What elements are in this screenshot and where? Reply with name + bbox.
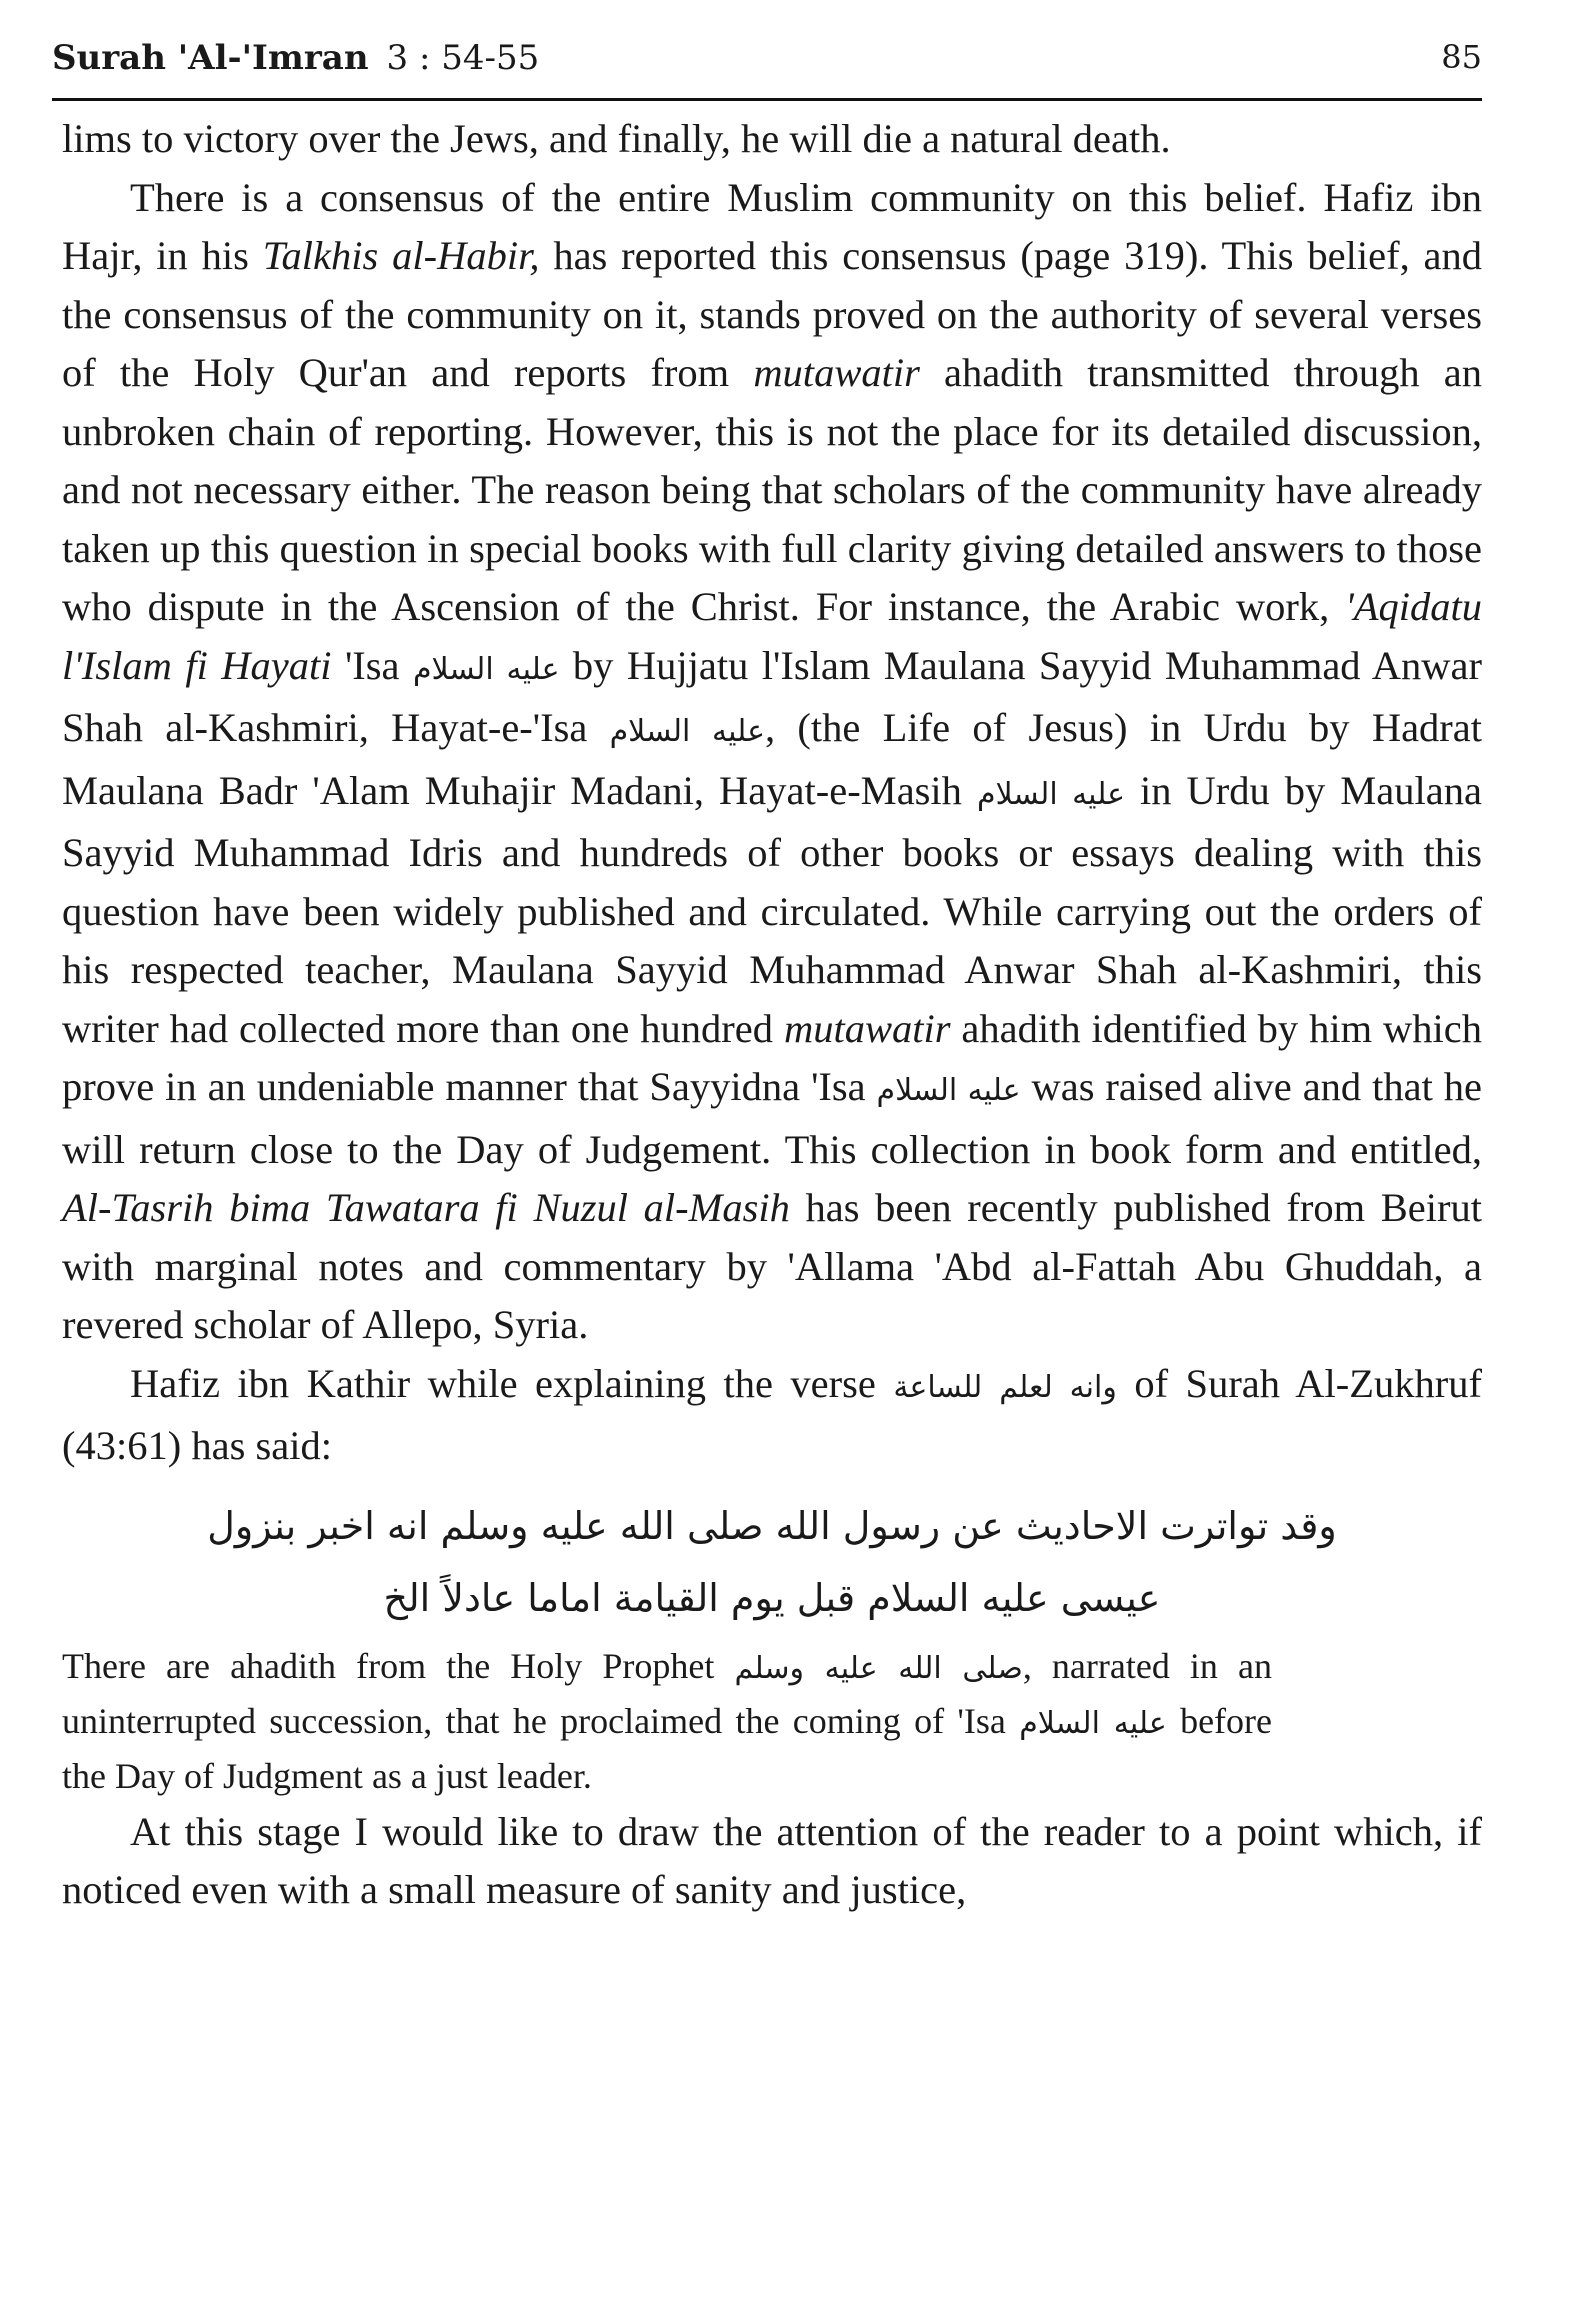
paragraph-consensus: There is a consensus of the entire Muslim community on this belief. Hafiz ibn Hajr, in his Talkhis al-Habir, has reported this consensus (page 319). This belief, and the consensus of the community on it, stands proved on the authority of several verses of the Holy Qur'an and reports from mutawatir ahadith transmitted through an unbroken chain of reporting. However, this is not the place for its detailed discussion, and not necessary either. The reason being that scholars of the community have already taken up this question in special books with full clarity giving detailed answers to those who dispute in the Ascension of the Christ. For instance, the Arabic work, 'Aqidatu l'Islam fi Hayati 'Isa عليه السلام by Hujjatu l'Islam Maulana Sayyid Muhammad Anwar Shah al-Kashmiri, Hayat-e-'Isa عليه السلام, (the Life of Jesus) in Urdu by Hadrat Maulana Badr 'Alam Muhajir Madani, Hayat-e-Masih عليه السلام in Urdu by Maulana Sayyid Muhammad Idris and hundreds of other books or essays dealing with this question have been widely published and circulated. While carrying out the orders of his respected teacher, Maulana Sayyid Muhammad Anwar Shah al-Kashmiri, this writer had collected more than one hundred mutawatir ahadith identified by him which prove in an undeniable manner that Sayyidna 'Isa عليه السلام was raised alive and that he will return close to the Day of Judgement. This collection in book form and entitled, Al-Tasrih bima Tawatara fi Nuzul al-Masih has been recently published from Beirut with marginal notes and commentary by 'Allama 'Abd al-Fattah Abu Ghuddah, a revered scholar of Allepo, Syria.: [62, 174, 1483, 1347]
honorific-arabic: عليه السلام: [1019, 1705, 1167, 1741]
honorific-arabic: عليه السلام: [876, 1073, 1021, 1108]
surah-title: [52, 38, 539, 78]
honorific-arabic: عليه السلام: [412, 651, 560, 687]
verse-arabic: وانه لعلم للساعة: [893, 1369, 1117, 1405]
main-text: [62, 110, 1482, 1920]
paragraph-attention: At this stage I would like to draw the attention of the reader to a point which, if noticed even with a small measure of sanity and justice,: [62, 1808, 1482, 1912]
page-number: 85: [1441, 38, 1482, 76]
honorific-arabic: صلى الله عليه وسلم: [734, 1650, 1023, 1686]
term-mutawatir: mutawatir: [783, 1005, 951, 1051]
paragraph-ibn-kathir: Hafiz ibn Kathir while explaining the verse وانه لعلم للساعة of Surah Al-Zukhruf (43:61) has said:: [62, 1360, 1482, 1468]
arabic-line-1: وقد تواترت الاحاديث عن رسول الله صلى الله عليه وسلم انه اخبر بنزول: [207, 1503, 1337, 1548]
paragraph-continued: lims to victory over the Jews, and finally, he will die a natural death.: [62, 116, 1171, 161]
header-rule: [52, 98, 1482, 101]
quotation-translation: There are ahadith from the Holy Prophet صلى الله عليه وسلم, narrated in an uninterrupted succession, that he proclaimed the coming of 'Isa عليه السلام before the Day of Judgment as a just leader.: [62, 1645, 1273, 1796]
surah-title-text: Surah 'Al-'Imran: [52, 38, 369, 78]
honorific-arabic: عليه السلام: [609, 714, 765, 749]
running-header: [52, 28, 1482, 98]
book-title-aqidatu: 'Aqidatu l'Islam fi Hayati: [62, 584, 1482, 688]
arabic-quotation: [182, 1490, 1362, 1634]
verse-reference: 3 : 54-55: [386, 38, 540, 78]
term-mutawatir: mutawatir: [753, 350, 920, 395]
honorific-arabic: عليه السلام: [976, 776, 1126, 812]
book-title-tasrih: Al-Tasrih bima Tawatara fi Nuzul al-Masih: [62, 1185, 790, 1230]
book-title-talkhis: Talkhis al-Habir,: [262, 233, 540, 278]
arabic-line-2: عيسى عليه السلام قبل يوم القيامة اماما عادلاً الخ: [383, 1575, 1161, 1620]
